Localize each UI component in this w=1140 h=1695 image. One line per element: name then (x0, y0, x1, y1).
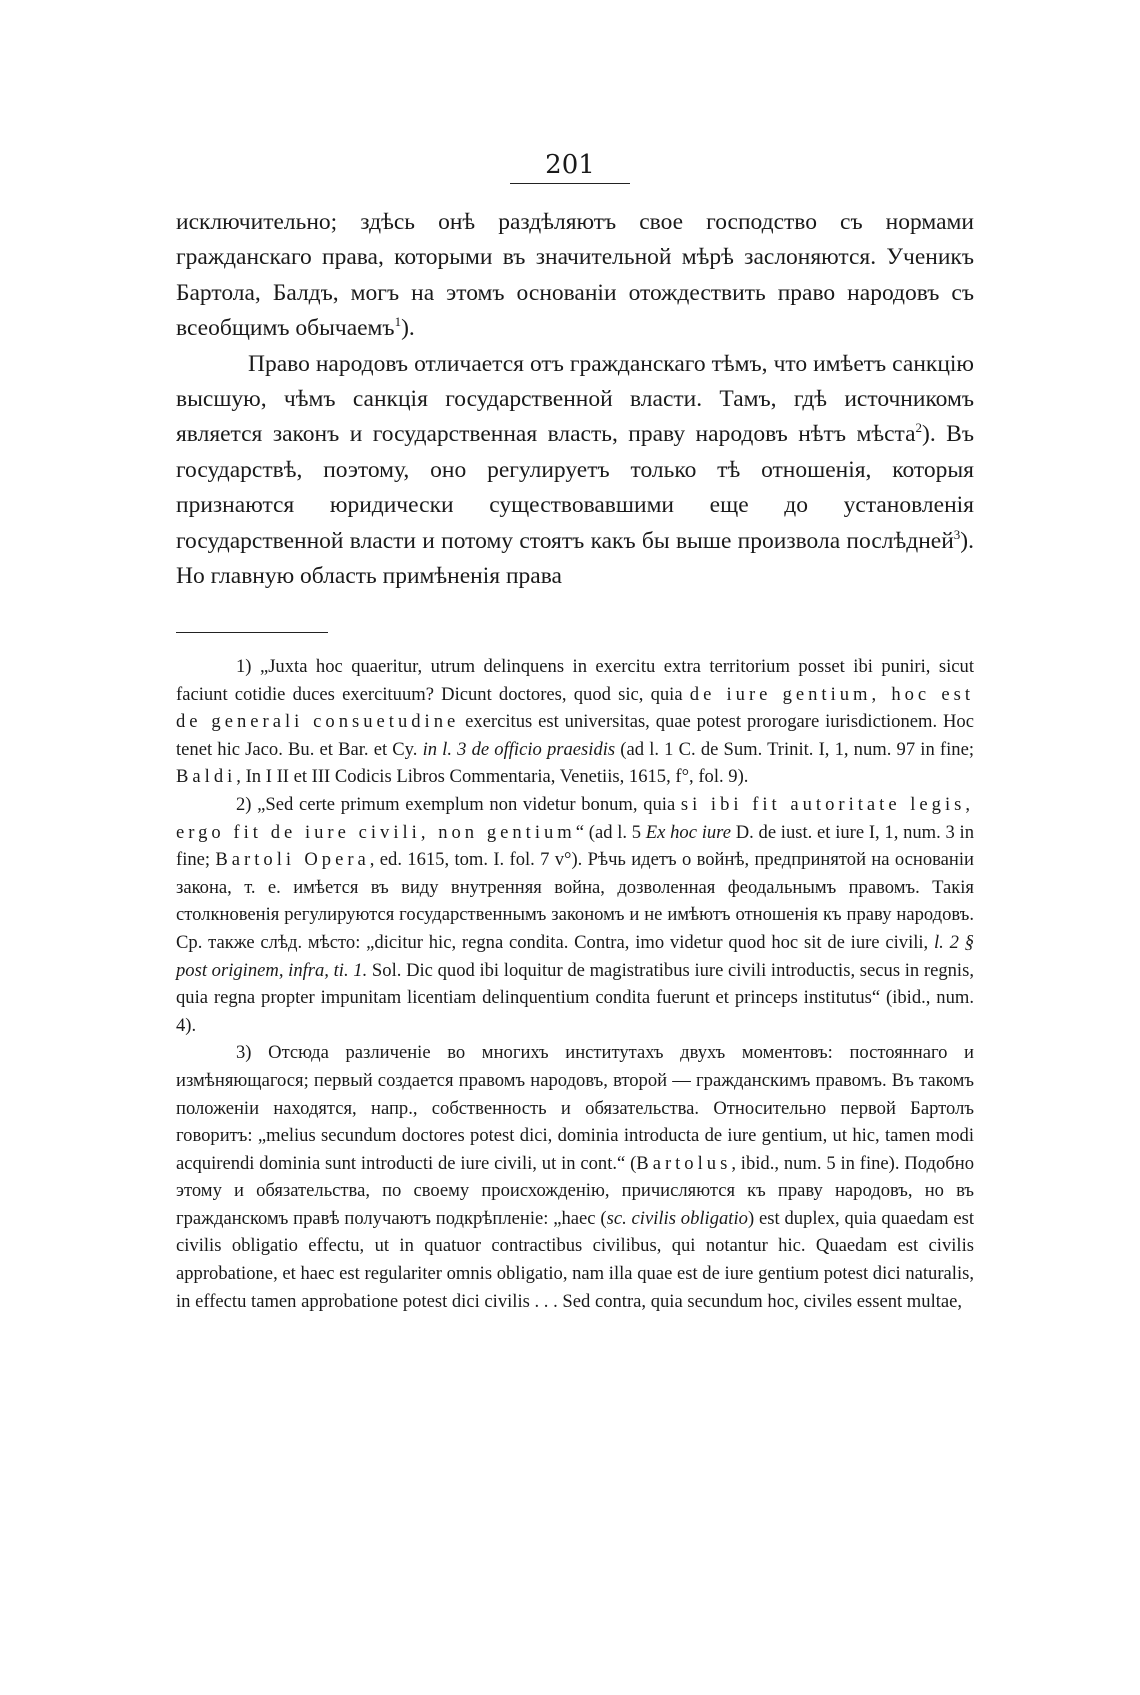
footnote-separator (176, 632, 328, 633)
footnote-2-spaced: Bartoli Opera (215, 849, 370, 871)
footnote-2-text: D. de iust. et iure I, 1, num. 3 in fine; (176, 821, 975, 871)
footnote-1-marker: 1) (236, 656, 252, 677)
main-text (176, 205, 974, 594)
paragraph-2 (176, 347, 974, 595)
paragraph-1-text: исключительно; здѣсь онѣ раздѣляютъ свое господство съ нормами гражданскаго права, которыми въ значительной мѣрѣ заслоняются. Ученикъ Бартола, Балдъ, могъ на этомъ основаніи отождествить право народовъ съ всеобщимъ обычаемъ (176, 209, 974, 342)
footnote-3-text: ) est duplex, quia quaedam est civilis obligatio effectu, ut in quatuor contractibus civilibus, qui notantur hic. Quaedam est civilis approbatione, et haec est regulariter omnis obligatio, nam illa quae est de iure gentium potest dici naturalis, in effectu tamen approbatione potest dici civilis . . . Sed contra, quia secundum hoc, civiles essent multae, (176, 1207, 974, 1312)
footnote-1-text: exercitus est universitas, quae potest prorogare iurisdictionem. Hoc tenet hic Jaco. Bu. et Bar. et Cy. (176, 711, 974, 760)
footnote-1-spaced: de iure gentium, hoc est de generali consuetudine (176, 683, 975, 733)
page-number: 201 (545, 150, 595, 180)
footnotes (176, 653, 974, 1315)
footnote-2-text: , ed. 1615, tom. I. fol. 7 v°). Рѣчь идетъ о войнѣ, предпринятой на основаніи закона, т. е. имѣется въ виду внутренняя война, дозволенная феодальнымъ правомъ. Такія столкновенія регулируются государственнымъ закономъ и не имѣютъ отношенія къ праву народовъ. Ср. также слѣд. мѣсто: „dicitur hic, regna condita. Contra, imo videtur quod hoc sit de iure civili, (176, 849, 974, 953)
footnote-2-italic: Ex hoc iure (645, 821, 731, 843)
paragraph-2-text-c: ). Но главную область примѣненія права (176, 527, 974, 590)
footnote-1-text: , In I II et III Codicis Libros Commentaria, Venetiis, 1615, f°, fol. 9). (236, 766, 749, 788)
footnote-2-text: “ (ad l. 5 (575, 821, 646, 843)
paragraph-1-end: ). (401, 315, 415, 342)
footnote-2-italic: l. 2 § post originem, infra, ti. 1. (176, 931, 974, 981)
footnote-2-text: Sol. Dic quod ibi loquitur de magistratibus iure civili introductis, secus in regnis, quia regna propter impunitam licentiam delinquentium condita fuerunt et princeps institutus“ (ibid., num. 4). (176, 959, 974, 1036)
footnote-3-spaced: Bartolus (636, 1152, 732, 1174)
footnote-1-italic: in l. 3 de officio praesidis (422, 738, 616, 760)
footnote-3-italic: sc. civilis obligatio (606, 1207, 748, 1229)
footnote-ref-3: 3 (953, 526, 961, 542)
footnote-ref-1: 1 (394, 314, 402, 330)
footnote-ref-2: 2 (915, 420, 922, 436)
footnote-1-spaced: Baldi (176, 766, 237, 788)
footnote-2-marker: 2) (236, 793, 252, 815)
paragraph-1 (176, 205, 974, 347)
footnote-1-text: (ad l. 1 C. de Sum. Trinit. I, 1, num. 97 in fine; (615, 738, 974, 760)
footnote-1 (176, 653, 974, 791)
footnote-3 (176, 1039, 974, 1315)
paragraph-2-text-b: ). Въ государствѣ, поэтому, оно регулируетъ только тѣ отношенія, которыя признаются юридически существовавшими еще до установленія государственной власти и потому стоятъ какъ бы выше произвола послѣдней (176, 421, 974, 554)
footnote-2-spaced: si ibi fit autoritate legis, ergo fit de iure civili, non gentium (176, 793, 974, 843)
footnote-1-text: „Juxta hoc quaeritur, utrum delinquens in exercitu extra territorium posset ibi puniri, sicut faciunt cotidie duces exercituum? Dicunt doctores, quod sic, quia (176, 656, 974, 705)
footnote-3-text: , ibid., num. 5 in fine). Подобно этому и обязательства, по своему происхожденію, причисляются къ праву народовъ, но въ гражданскомъ правѣ получаютъ подкрѣпленіе: „haec ( (176, 1152, 974, 1229)
footnote-2 (176, 791, 974, 1039)
page-number-rule (510, 183, 630, 184)
footnote-3-text: Отсюда различеніе во многихъ институтахъ двухъ моментовъ: постояннаго и измѣняющагося; первый создается правомъ народовъ, второй — гражданскимъ правомъ. Въ такомъ положеніи находятся, напр., собственность и обязательства. Относительно первой Бартолъ говоритъ: „melius secundum doctores potest dici, dominia introducta de iure gentium, ut hic, tamen modi acquirendi dominia sunt introducti de iure civili, ut in cont.“ ( (176, 1042, 974, 1174)
paragraph-2-text-a: Право народовъ отличается отъ гражданскаго тѣмъ, что имѣетъ санкцію высшую, чѣмъ санкція государственной власти. Тамъ, гдѣ источникомъ является законъ и государственная власть, праву народовъ нѣтъ мѣста (176, 350, 974, 448)
footnote-3-marker: 3) (236, 1042, 252, 1064)
footnote-2-text: „Sed certe primum exemplum non videtur bonum, quia (251, 793, 681, 815)
